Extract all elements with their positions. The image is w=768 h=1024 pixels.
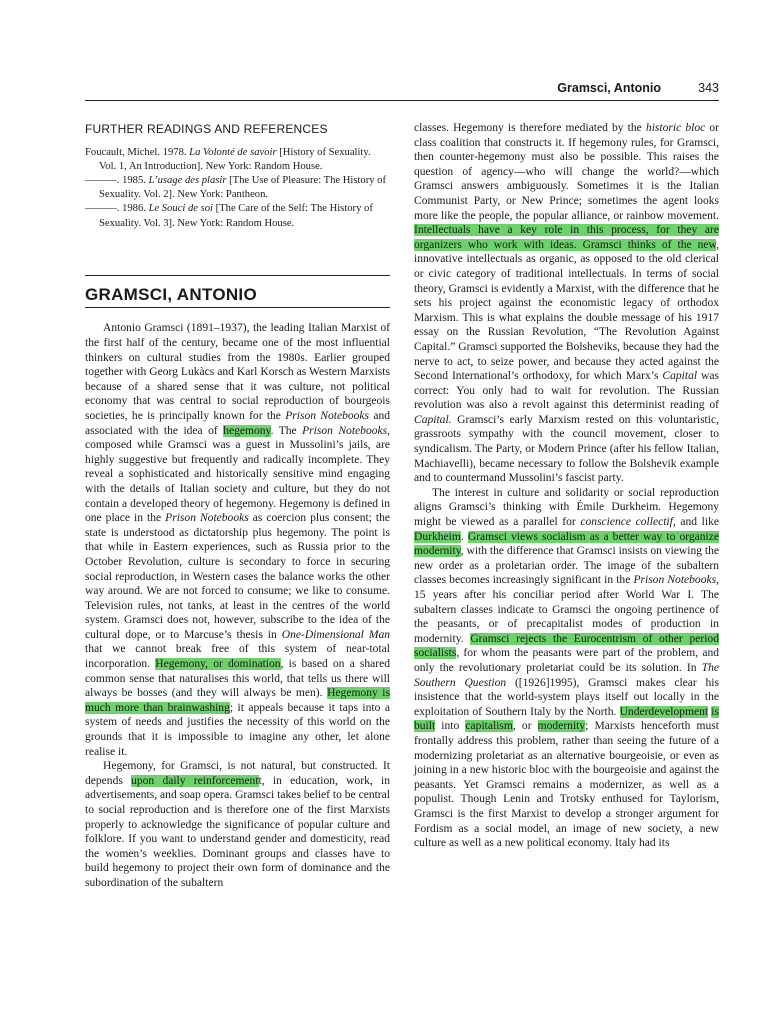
highlight: Durkheim [414, 530, 461, 543]
highlight: Gramsci rejects the Eurocentrism of other period socialists [414, 632, 719, 660]
references-heading: FURTHER READINGS AND REFERENCES [85, 122, 328, 136]
body-paragraph: The interest in culture and solidarity or social reproduction aligns Gramsci’s thinking with Émile Durkheim. Hegemony might be viewed as a parallel for conscience collectif, and like Durkheim. Gramsci views socialism as a better way to organize modernity, with the difference that Gramsci insists on viewing the new order as a proletarian order. The image of the subaltern classes becomes increasingly significant in the Prison Notebooks, 15 years after his conciliar period after World War I. The subaltern classes indicate to Gramsci the ongoing pertinence of the peasants, or of precapitalist modes of production in modernity. Gramsci rejects the Eurocentrism of other period socialists, for whom the peasants were part of the problem, and only the revolutionary proletariat could be its solution. In The Southern Question ([1926]1995), Gramsci makes clear his insistence that the world-system plays itself out locally in the exploitation of Southern Italy by the North. Underdevelopment is built into capitalism, or modernity; Marxists henceforth must frontally address this problem, rather than seeing the future of a modernizing proletariat as an alternative bourgeoisie, or even as joining in a new historic bloc with the bourgeoisie and against the peasants. Yet Gramsci remains a modernizer, as well as a populist. Though Lenin and Trotsky enthused for Taylorism, Gramsci is the first Marxist to develop a stronger argument for Fordism as a social model, an image of new society, a new culture as well as a new political economy. Italy had its [414, 486, 719, 850]
section-body [85, 321, 390, 890]
right-column [414, 121, 719, 851]
highlight: upon daily reinforcement [131, 774, 259, 787]
section-title: GRAMSCI, ANTONIO [85, 275, 390, 309]
body-paragraph: classes. Hegemony is therefore mediated by the historic bloc or class coalition that constructs it. If hegemony rules, for Gramsci, then counter-hegemony must also be possible. This raises the question of agency—who will change the world?—which Gramsci answers ambiguously. Sometimes it is the Italian Communist Party, or New Prince; sometimes the agent looks more like the people, the popular alliance, or rainbow movement. Intellectuals have a key role in this process, for they are organizers who work with ideas. Gramsci thinks of the new, innovative intellectuals as organic, as opposed to the old clerical or civic category of traditional intellectuals. In terms of social theory, Gramsci is evidently a Marxist, with the difference that he sets his project against the economistic legacy of orthodox Marxism. This is what explains the double message of his 1917 essay on the Russian Revolution, “The Revolution Against Capital.” Gramsci supported the Bolsheviks, because they had the nerve to act, to seize power, and because they acted against the Second International’s orthodoxy, for which Marx’s Capital was correct: You only had to wait for revolution. The Russian revolution was also a revolt against this determinist reading of Capital. Gramsci’s early Marxism rested on this voluntaristic, grassroots sympathy with the council movement, closer to syndicalism. The Party, or Modern Prince (after his fellow Italian, Machiavelli), became necessary to follow the Bolshevik example and to countermand Mussolini’s fascist party. [414, 122, 719, 485]
running-title: Gramsci, Antonio [557, 81, 661, 95]
highlight: modernity [537, 720, 586, 733]
highlight: Underdevelopment [619, 705, 709, 718]
reference-entry: ———. 1986. Le Souci de soi [The Care of the Self: The History of Sexuality. Vol. 3]. New York: Random House. [85, 203, 373, 229]
running-header [85, 80, 719, 101]
body-paragraph: Antonio Gramsci (1891–1937), the leading Italian Marxist of the first half of the century, became one of the most influential thinkers on cultural studies from the 1980s. Earlier grouped together with Georg Lukàcs and Karl Korsch as Western Marxists because of a shared sense that it was culture, not political economy that was central to social reproduction of bourgeois societies, he is principally known for the Prison Notebooks and associated with the idea of hegemony. The Prison Notebooks, composed while Gramsci was a guest in Mussolini’s jails, are highly suggestive but frequently and radically incomplete. They reveal a sophisticated and historically sensitive mind engaging with the details of Italian society and culture, but they do not contain a developed theory of hegemony. Hegemony is defined in one place in the Prison Notebooks as coercion plus consent; the state is understood as dictatorship plus hegemony. The point is that while in Eastern experiences, such as Russia prior to the October Revolution, culture is secondary to force in securing social reproduction, in Western cases the balance works the other way around. We are not forced to consume; we like to consume. Television rules, not tanks, at least in the centres of the world system. Gramsci does not, however, subscribe to the idea of the cultural dope, or to Marcuse’s thesis in One-Dimensional Man that we cannot break free of this system of near-total incorporation. Hegemony, or domination, is based on a shared common sense that naturalises this world, that tells us there will always be bosses (and they will always be men). Hegemony is much more than brainwashing; it appeals because it taps into a system of needs and justifies the necessity of this world on the grounds that it is impossible to imagine any other, let alone realise it. [85, 322, 391, 758]
body-paragraph: Hegemony, for Gramsci, is not natural, but constructed. It depends upon daily reinforcementt, in education, work, in advertisements, and soap opera. Gramsci takes belief to be central to social reproduction and is therefore one of the first Marxists properly to acknowledge the significance of popular culture and folklore. If you want to understand gender and domesticity, read the women’s weeklies. Dominant groups and classes have to build hegemony to project their own form of dominance and the subordination of the subaltern [85, 760, 390, 889]
highlight: capitalism [465, 720, 513, 733]
highlight: Hegemony is much more than brainwashing [85, 687, 391, 714]
highlight: hegemony [223, 424, 271, 437]
highlight: Intellectuals have a key role in this process, for they are organizers who work with ideas. Gramsci thinks of the new [414, 224, 719, 251]
highlight: built [414, 720, 436, 733]
highlight: is [711, 705, 719, 718]
highlight: Hegemony, or domination [155, 658, 281, 671]
reference-entry: ———. 1985. L’usage des plasir [The Use of Pleasure: The History of Sexuality. Vol. 2]. New York: Pantheon. [85, 175, 387, 201]
highlight: Gramsci views socialism as a better way to organize modernity [414, 530, 719, 558]
left-column [85, 120, 390, 891]
reference-entry: Foucault, Michel. 1978. La Volonté de savoir [History of Sexuality. Vol. 1, An Introduction]. New York: Random House. [85, 146, 371, 172]
page-number: 343 [698, 81, 719, 95]
